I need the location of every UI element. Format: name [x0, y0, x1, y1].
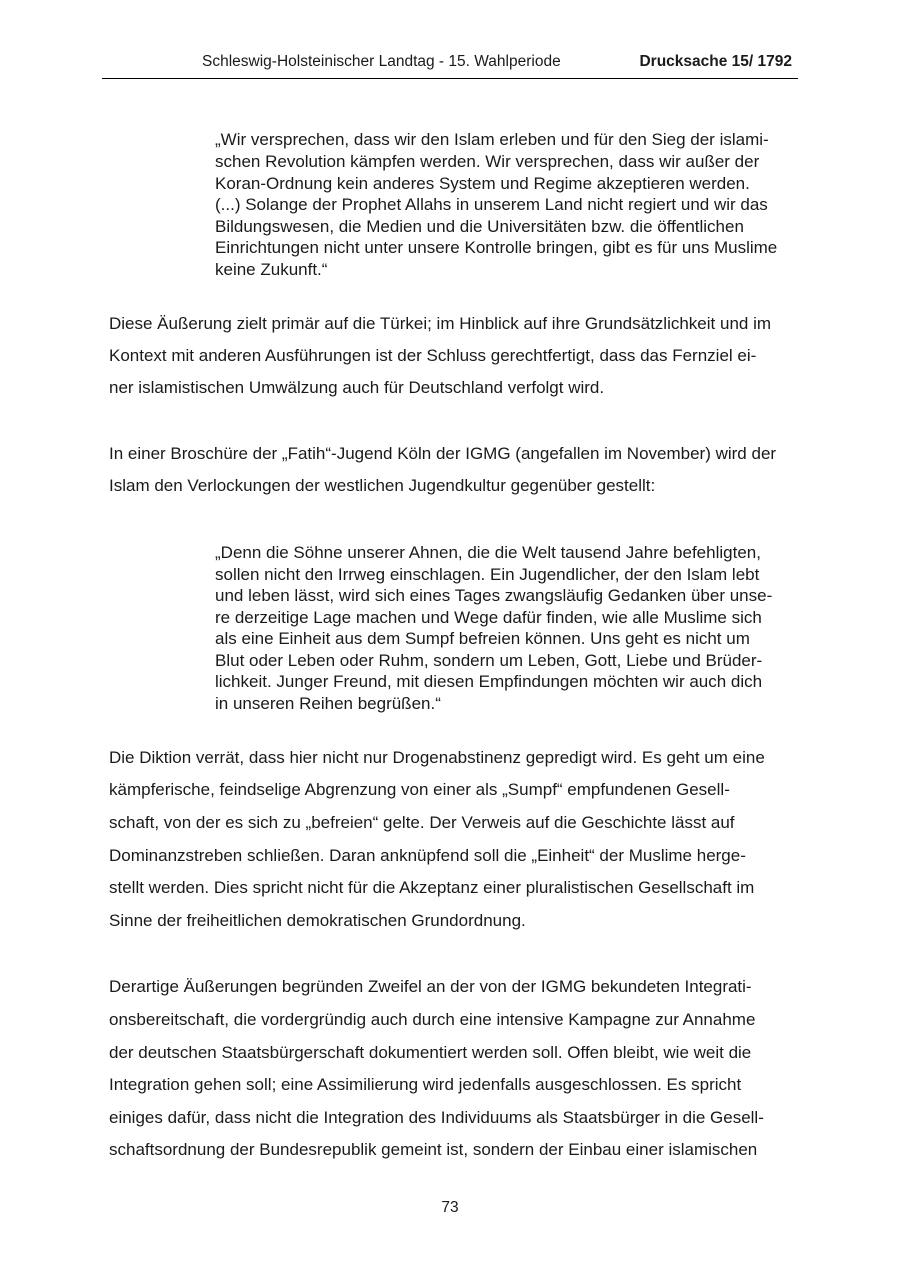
quote-line: schen Revolution kämpfen werden. Wir versprechen, dass wir außer der	[215, 152, 760, 171]
paragraph-line: Integration gehen soll; eine Assimilierung wird jedenfalls ausgeschlossen. Es spricht	[109, 1075, 742, 1094]
paragraph-line: onsbereitschaft, die vordergründig auch durch eine intensive Kampagne zur Annahme	[109, 1010, 756, 1029]
paragraph-line: Die Diktion verrät, dass hier nicht nur Drogenabstinenz gepredigt wird. Es geht um eine	[109, 748, 765, 767]
quote-line: (...) Solange der Prophet Allahs in unserem Land nicht regiert und wir das	[215, 195, 768, 214]
quote-line: keine Zukunft.“	[215, 260, 328, 279]
page-number: 73	[441, 1199, 459, 1216]
quote-line: in unseren Reihen begrüßen.“	[215, 694, 441, 713]
paragraph-line: Sinne der freiheitlichen demokratischen Grundordnung.	[109, 911, 526, 930]
document-reference: Drucksache 15/ 1792	[639, 53, 792, 70]
quote-line: re derzeitige Lage machen und Wege dafür finden, wie alle Muslime sich	[215, 608, 762, 627]
page-header	[102, 52, 798, 79]
paragraph-line: schaft, von der es sich zu „befreien“ gelte. Der Verweis auf die Geschichte lässt auf	[109, 813, 735, 832]
quote-line: Blut oder Leben oder Ruhm, sondern um Leben, Gott, Liebe und Brüder-	[215, 651, 763, 670]
paragraph-line: Derartige Äußerungen begründen Zweifel an der von der IGMG bekundeten Integrati-	[109, 977, 752, 996]
paragraph-line: Islam den Verlockungen der westlichen Jugendkultur gegenüber gestellt:	[109, 476, 656, 495]
paragraph-line: Kontext mit anderen Ausführungen ist der Schluss gerechtfertigt, dass das Fernziel ei-	[109, 346, 757, 365]
quote-line: Bildungswesen, die Medien und die Universitäten bzw. die öffentlichen	[215, 217, 744, 236]
quote-line: „Wir versprechen, dass wir den Islam erleben und für den Sieg der islami-	[215, 130, 769, 149]
paragraph-line: In einer Broschüre der „Fatih“-Jugend Köln der IGMG (angefallen im November) wird der	[109, 444, 777, 463]
paragraph-line: Dominanzstreben schließen. Daran anknüpfend soll die „Einheit“ der Muslime herge-	[109, 846, 746, 865]
paragraph-line: Diese Äußerung zielt primär auf die Türkei; im Hinblick auf ihre Grundsätzlichkeit und im	[109, 314, 772, 333]
paragraph-line: einiges dafür, dass nicht die Integration des Individuums als Staatsbürger in die Gesell-	[109, 1108, 764, 1127]
quote-line: und leben lässt, wird sich eines Tages zwangsläufig Gedanken über unse-	[215, 586, 773, 605]
header-title: Schleswig-Holsteinischer Landtag - 15. Wahlperiode	[202, 53, 561, 70]
paragraph-line: der deutschen Staatsbürgerschaft dokumentiert werden soll. Offen bleibt, wie weit die	[109, 1043, 752, 1062]
quote-line: Einrichtungen nicht unter unsere Kontrolle bringen, gibt es für uns Muslime	[215, 238, 778, 257]
quote-line: sollen nicht den Irrweg einschlagen. Ein Jugendlicher, der den Islam lebt	[215, 565, 760, 584]
paragraph-line: stellt werden. Dies spricht nicht für die Akzeptanz einer pluralistischen Gesellschaft im	[109, 878, 755, 897]
paragraph-line: kämpferische, feindselige Abgrenzung von einer als „Sumpf“ empfundenen Gesell-	[109, 780, 730, 799]
quote-line: als eine Einheit aus dem Sumpf befreien können. Uns geht es nicht um	[215, 629, 750, 648]
quote-line: „Denn die Söhne unserer Ahnen, die die Welt tausend Jahre befehligten,	[215, 543, 761, 562]
paragraph-line: ner islamistischen Umwälzung auch für Deutschland verfolgt wird.	[109, 378, 605, 397]
quote-line: lichkeit. Junger Freund, mit diesen Empfindungen möchten wir auch dich	[215, 672, 763, 691]
quote-line: Koran-Ordnung kein anderes System und Regime akzeptieren werden.	[215, 174, 750, 193]
paragraph-line: schaftsordnung der Bundesrepublik gemeint ist, sondern der Einbau einer islamischen	[109, 1140, 758, 1159]
